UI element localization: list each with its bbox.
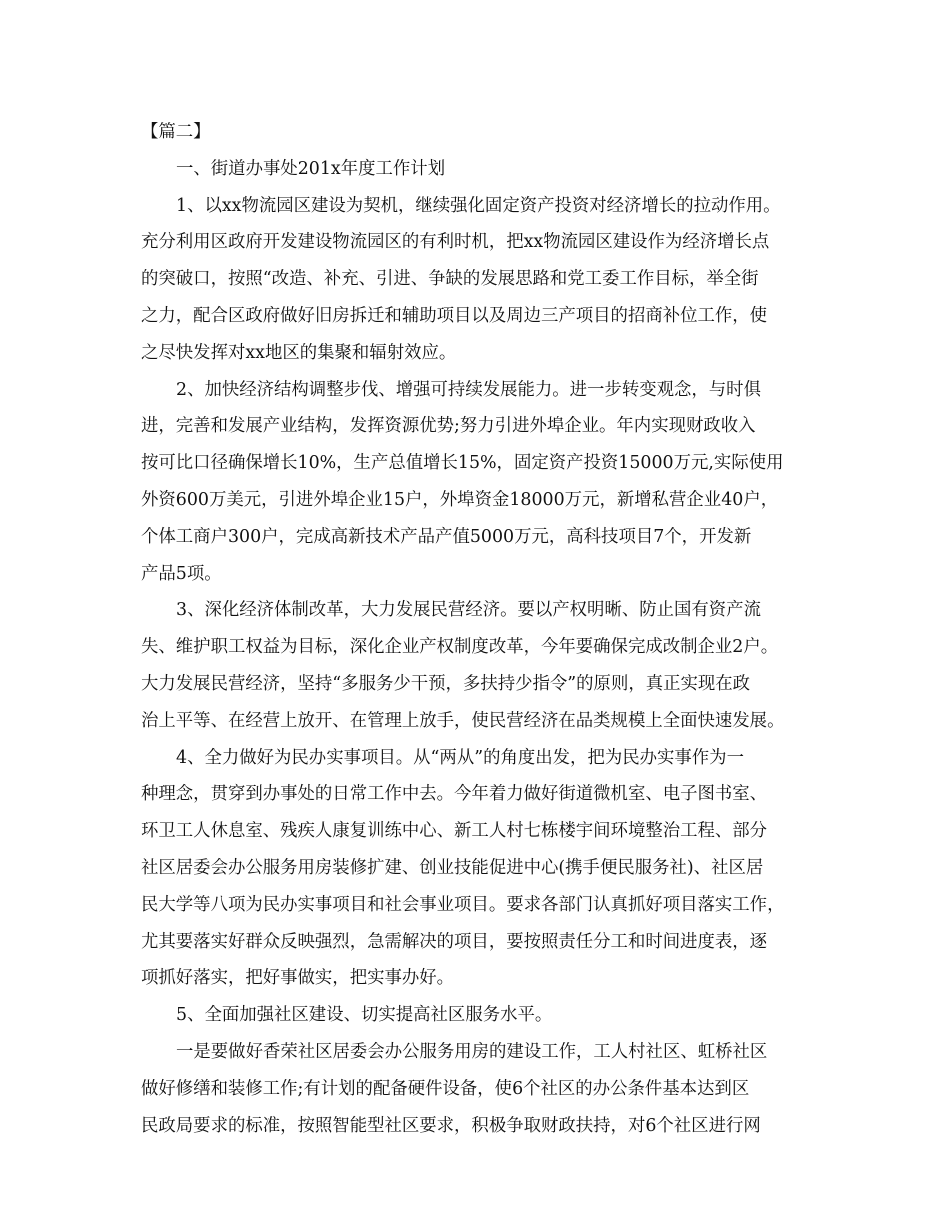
text-line: 4、全力做好为民办实事项目。从“两从”的角度出发，把为民办实事作为一 (176, 747, 744, 768)
text-line: 大力发展民营经济，坚持“多服务少干预，多扶持少指令”的原则，真正实现在政 (141, 673, 751, 694)
text-line: 的突破口，按照“改造、补充、引进、争缺的发展思路和党工委工作目标，举全街 (141, 269, 759, 290)
text-line: 一是要做好香荣社区居委会办公服务用房的建设工作，工人村社区、虹桥社区 (176, 1041, 768, 1062)
text-line: 失、维护职工权益为目标，深化企业产权制度改革，今年要确保完成改制企业2户。 (141, 637, 779, 658)
text-line: 尤其要落实好群众反映强烈，急需解决的项目，要按照责任分工和时间进度表，逐 (141, 931, 768, 952)
text-line: 进，完善和发展产业结构，发挥资源优势;努力引进外埠企业。年内实现财政收入 (141, 416, 756, 437)
text-line: 1、以xx物流园区建设为契机，继续强化固定资产投资对经济增长的拉动作用。 (176, 195, 781, 216)
document-body (141, 114, 841, 1144)
text-line: 之尽快发挥对xx地区的集聚和辐射效应。 (141, 342, 457, 363)
text-line: 2、加快经济结构调整步伐、增强可持续发展能力。进一步转变观念，与时俱 (176, 379, 761, 400)
section-heading: 【篇二】 (141, 122, 211, 142)
paragraph-lines (141, 188, 841, 1145)
text-line: 个体工商户300户，完成高新技术产品产值5000万元，高科技项目7个，开发新 (141, 526, 752, 547)
text-line: 社区居委会办公服务用房装修扩建、创业技能促进中心(携手便民服务社)、社区居 (141, 857, 764, 878)
text-line: 3、深化经济体制改革，大力发展民营经济。要以产权明晰、防止国有资产流 (176, 600, 761, 621)
text-line: 5、全面加强社区建设、切实提高社区服务水平。 (176, 1005, 553, 1026)
document-title: 一、街道办事处201x年度工作计划 (176, 158, 446, 179)
text-line: 环卫工人休息室、残疾人康复训练中心、新工人村七栋楼宇间环境整治工程、部分 (141, 821, 768, 842)
text-line: 民大学等八项为民办实事项目和社会事业项目。要求各部门认真抓好项目落实工作， (141, 894, 785, 915)
text-line: 治上平等、在经营上放开、在管理上放手，使民营经济在品类规模上全面快速发展。 (141, 710, 785, 731)
text-line: 按可比口径确保增长10%，生产总值增长15%，固定资产投资15000万元,实际使用 (141, 453, 784, 474)
text-line: 种理念，贯穿到办事处的日常工作中去。今年着力做好街道微机室、电子图书室、 (141, 784, 768, 805)
text-line: 民政局要求的标准，按照智能型社区要求，积极争取财政扶持，对6个社区进行网 (141, 1115, 761, 1136)
text-line: 充分利用区政府开发建设物流园区的有利时机，把xx物流园区建设作为经济增长点 (141, 232, 770, 253)
text-line: 做好修缮和装修工作;有计划的配备硬件设备，使6个社区的办公条件基本达到区 (141, 1078, 750, 1099)
text-line: 项抓好落实，把好事做实，把实事办好。 (141, 968, 455, 989)
text-line: 外资600万美元，引进外埠企业15户，外埠资金18000万元，新增私营企业40户， (141, 489, 779, 510)
text-line: 之力，配合区政府做好旧房拆迁和辅助项目以及周边三产项目的招商补位工作，使 (141, 305, 768, 326)
text-line: 产品5项。 (141, 563, 222, 584)
